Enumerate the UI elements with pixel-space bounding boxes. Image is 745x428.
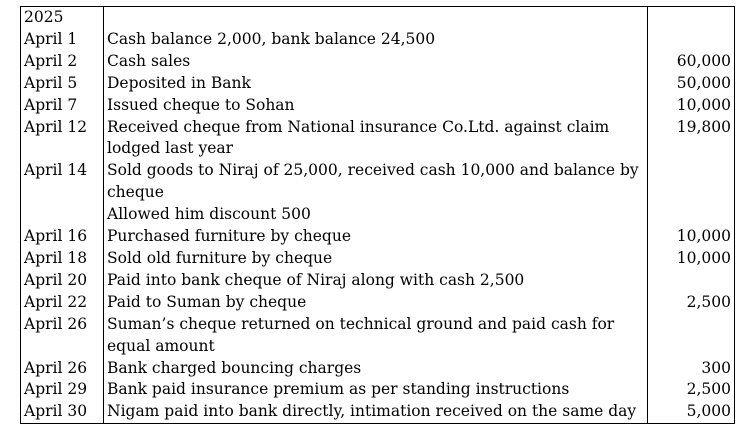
description-cell (104, 314, 648, 358)
amount-cell (648, 270, 735, 292)
table-row (21, 314, 735, 358)
description-line: Sold old furniture by cheque (107, 248, 333, 267)
description-cell (104, 117, 648, 161)
description-cell (104, 160, 648, 226)
date-cell: April 26 (21, 314, 104, 358)
date-cell: April 12 (21, 117, 104, 161)
year-amount-cell (648, 7, 735, 29)
amount-cell (648, 29, 735, 51)
table-row (21, 248, 735, 270)
amount-cell: 10,000 (648, 248, 735, 270)
table-row (21, 51, 735, 73)
amount-cell: 50,000 (648, 73, 735, 95)
description-line: lodged last year (107, 139, 234, 158)
amount-cell (648, 314, 735, 358)
amount-cell: 5,000 (648, 401, 735, 423)
description-cell (104, 226, 648, 248)
table-row (21, 73, 735, 95)
table-row (21, 292, 735, 314)
amount-cell: 2,500 (648, 292, 735, 314)
description-line: Allowed him discount 500 (107, 205, 311, 224)
amount-cell: 300 (648, 358, 735, 380)
table-row (21, 117, 735, 161)
date-cell: April 16 (21, 226, 104, 248)
description-line: Nigam paid into bank directly, intimation received on the same day (107, 402, 637, 421)
amount-cell (648, 160, 735, 226)
description-cell (104, 270, 648, 292)
transactions-body (21, 7, 735, 424)
amount-cell: 2,500 (648, 379, 735, 401)
date-cell: April 26 (21, 358, 104, 380)
table-row (21, 358, 735, 380)
description-cell (104, 248, 648, 270)
description-cell (104, 51, 648, 73)
description-cell (104, 292, 648, 314)
date-cell: April 22 (21, 292, 104, 314)
table-row (21, 270, 735, 292)
description-line: Purchased furniture by cheque (107, 227, 352, 246)
description-line: equal amount (107, 336, 215, 355)
transactions-table (20, 6, 735, 424)
description-cell (104, 379, 648, 401)
amount-cell: 10,000 (648, 95, 735, 117)
year-row (21, 7, 735, 29)
date-cell: April 20 (21, 270, 104, 292)
description-line: Paid into bank cheque of Niraj along with cash 2,500 (107, 270, 525, 289)
description-line: cheque (107, 183, 164, 202)
year-desc-cell (104, 7, 648, 29)
description-line: Deposited in Bank (107, 73, 251, 92)
description-line: Bank charged bouncing charges (107, 358, 362, 377)
amount-cell: 60,000 (648, 51, 735, 73)
date-cell: April 5 (21, 73, 104, 95)
amount-cell: 19,800 (648, 117, 735, 161)
description-cell (104, 95, 648, 117)
date-cell: April 18 (21, 248, 104, 270)
table-row (21, 379, 735, 401)
description-line: Received cheque from National insurance Co.Ltd. against claim (107, 117, 610, 136)
description-line: Bank paid insurance premium as per standing instructions (107, 380, 570, 399)
description-line: Issued cheque to Sohan (107, 95, 295, 114)
description-line: Cash balance 2,000, bank balance 24,500 (107, 29, 436, 48)
date-cell: April 7 (21, 95, 104, 117)
table-row (21, 226, 735, 248)
date-cell: April 30 (21, 401, 104, 423)
date-cell: April 2 (21, 51, 104, 73)
amount-cell: 10,000 (648, 226, 735, 248)
date-cell: April 1 (21, 29, 104, 51)
year-cell: 2025 (21, 7, 104, 29)
description-line: Sold goods to Niraj of 25,000, received cash 10,000 and balance by (107, 161, 639, 180)
date-cell: April 29 (21, 379, 104, 401)
table-row (21, 95, 735, 117)
table-row (21, 160, 735, 226)
description-cell (104, 29, 648, 51)
table-row (21, 29, 735, 51)
description-cell (104, 401, 648, 423)
description-cell (104, 73, 648, 95)
description-line: Paid to Suman by cheque (107, 292, 307, 311)
description-line: Cash sales (107, 51, 191, 70)
table-row (21, 401, 735, 423)
description-line: Suman’s cheque returned on technical ground and paid cash for (107, 314, 615, 333)
description-cell (104, 358, 648, 380)
date-cell: April 14 (21, 160, 104, 226)
